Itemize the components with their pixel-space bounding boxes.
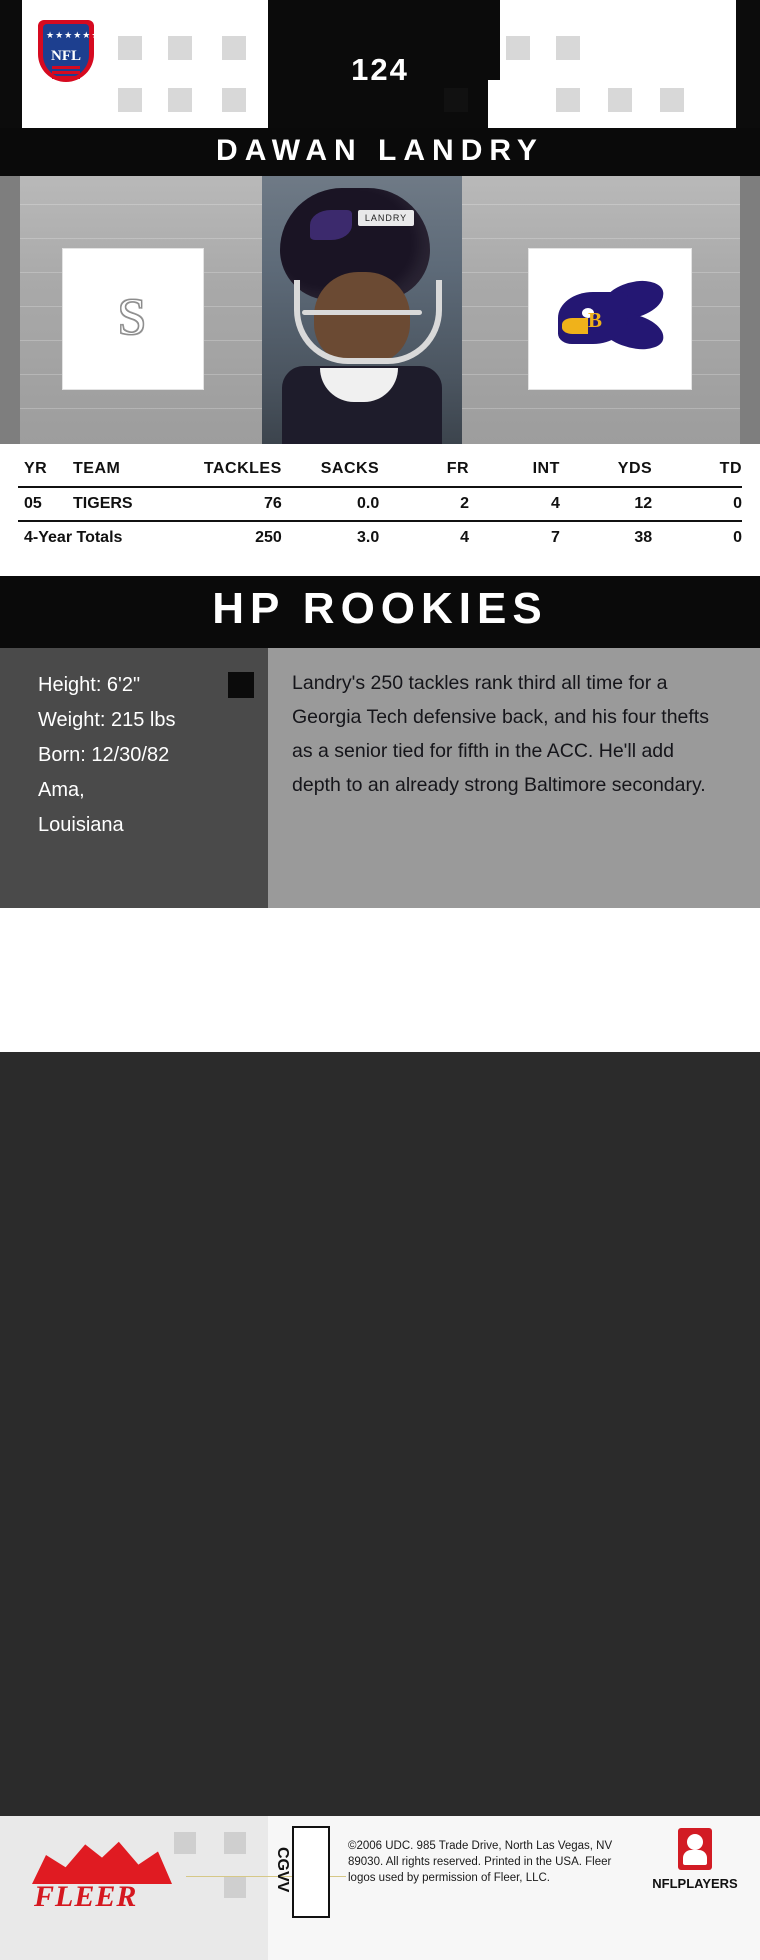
- bio-born: Born: 12/30/82: [38, 744, 170, 766]
- card-number: 124: [351, 52, 409, 87]
- fleer-crown-shape: [32, 1840, 172, 1884]
- cell-totals-label: 4-Year Totals: [18, 521, 180, 554]
- photo-edge-left: [0, 176, 20, 444]
- nflplayers-label: NFLPLAYERS: [652, 1876, 738, 1891]
- helmet-facemask-bar: [302, 310, 422, 315]
- cell-yr: 05: [24, 495, 42, 512]
- player-name: DAWAN LANDRY: [216, 134, 544, 167]
- decor-square-dark: [444, 88, 468, 112]
- nflpa-head: [687, 1834, 703, 1850]
- cell-totals-tackles: 250: [180, 521, 282, 554]
- decor-square: [556, 36, 580, 60]
- player-photo: [262, 176, 462, 444]
- player-blurb: Landry's 250 tackles rank third all time for a Georgia Tech defensive back, and his four thefts as a senior tied for fifth in the ACC. He'll add depth to an already strong Baltimore secondary.: [292, 672, 709, 796]
- helmet-nameplate: LANDRY: [358, 210, 414, 226]
- stats-table: [18, 454, 742, 554]
- header-black-edge-right: [736, 0, 760, 128]
- decor-square: [556, 88, 580, 112]
- cell-sacks: 0.0: [356, 495, 380, 512]
- position-letter: S: [117, 289, 147, 346]
- card-footer: [0, 908, 760, 1913]
- helmet-team-logo-icon: [310, 210, 352, 240]
- cell-totals-int: 7: [469, 521, 560, 554]
- cell-fr: 2: [460, 495, 470, 512]
- decor-square: [222, 36, 246, 60]
- decor-square: [118, 36, 142, 60]
- nfl-shield-stripes: [52, 66, 80, 88]
- cell-int: 4: [550, 495, 560, 512]
- col-header-team: TEAM: [73, 454, 180, 487]
- bio-details: [38, 668, 268, 843]
- col-header-yr: YR: [18, 454, 73, 487]
- col-header-yds: YDS: [560, 454, 652, 487]
- subset-title: HP ROOKIES: [212, 584, 548, 633]
- fleer-logo-icon: [26, 1840, 186, 1920]
- cell-totals-fr: 4: [379, 521, 469, 554]
- bio-weight: Weight: 215 lbs: [38, 709, 176, 731]
- card-code: [292, 1826, 326, 1914]
- fleer-wordmark: FLEER: [34, 1880, 138, 1913]
- card-header-band: [0, 0, 760, 128]
- decor-square: [608, 88, 632, 112]
- decor-square: [168, 36, 192, 60]
- decor-square: [506, 36, 530, 60]
- col-header-sacks: SACKS: [282, 454, 379, 487]
- decor-square: [660, 88, 684, 112]
- bio-hometown-state: Louisiana: [38, 814, 124, 836]
- nflpa-badge: [678, 1828, 712, 1870]
- cell-yds: 12: [634, 495, 653, 512]
- cell-totals-sacks: 3.0: [282, 521, 379, 554]
- ravens-beak: [562, 318, 588, 334]
- table-header-row: [18, 454, 742, 487]
- cell-totals-yds: 38: [560, 521, 652, 554]
- copyright-text: ©2006 UDC. 985 Trade Drive, North Las Vegas, NV 89030. All rights reserved. Printed in the USA. Fleer logos used by permission of Fleer, LLC.: [348, 1840, 613, 1884]
- decor-square: [168, 88, 192, 112]
- stats-section: [0, 444, 760, 576]
- col-header-int: INT: [469, 454, 560, 487]
- nflpa-body: [683, 1850, 707, 1865]
- nfl-shield-wordmark: NFL: [51, 48, 81, 64]
- bio-hometown-city: Ama,: [38, 779, 85, 801]
- decor-square: [222, 88, 246, 112]
- col-header-tackles: TACKLES: [180, 454, 282, 487]
- cell-td: 0: [733, 495, 742, 512]
- helmet-facemask: [294, 280, 442, 364]
- cell-totals-td: 0: [652, 521, 742, 554]
- cell-team: TIGERS: [73, 495, 133, 512]
- col-header-td: TD: [652, 454, 742, 487]
- header-black-edge-left: [0, 0, 22, 128]
- decor-square: [118, 88, 142, 112]
- nfl-shield-stars: ★★★★★★★: [46, 30, 110, 40]
- nfl-players-association-icon: [650, 1828, 740, 1891]
- table-row: [18, 487, 742, 521]
- bio-height: Height: 6'2": [38, 674, 141, 696]
- table-totals-row: [18, 521, 742, 554]
- baltimore-ravens-logo-icon: [558, 278, 664, 358]
- photo-edge-right: [740, 176, 760, 444]
- col-header-fr: FR: [379, 454, 469, 487]
- ravens-letter-b: B: [588, 308, 603, 332]
- cell-tackles: 76: [263, 495, 282, 512]
- nfl-shield-icon: [38, 20, 110, 96]
